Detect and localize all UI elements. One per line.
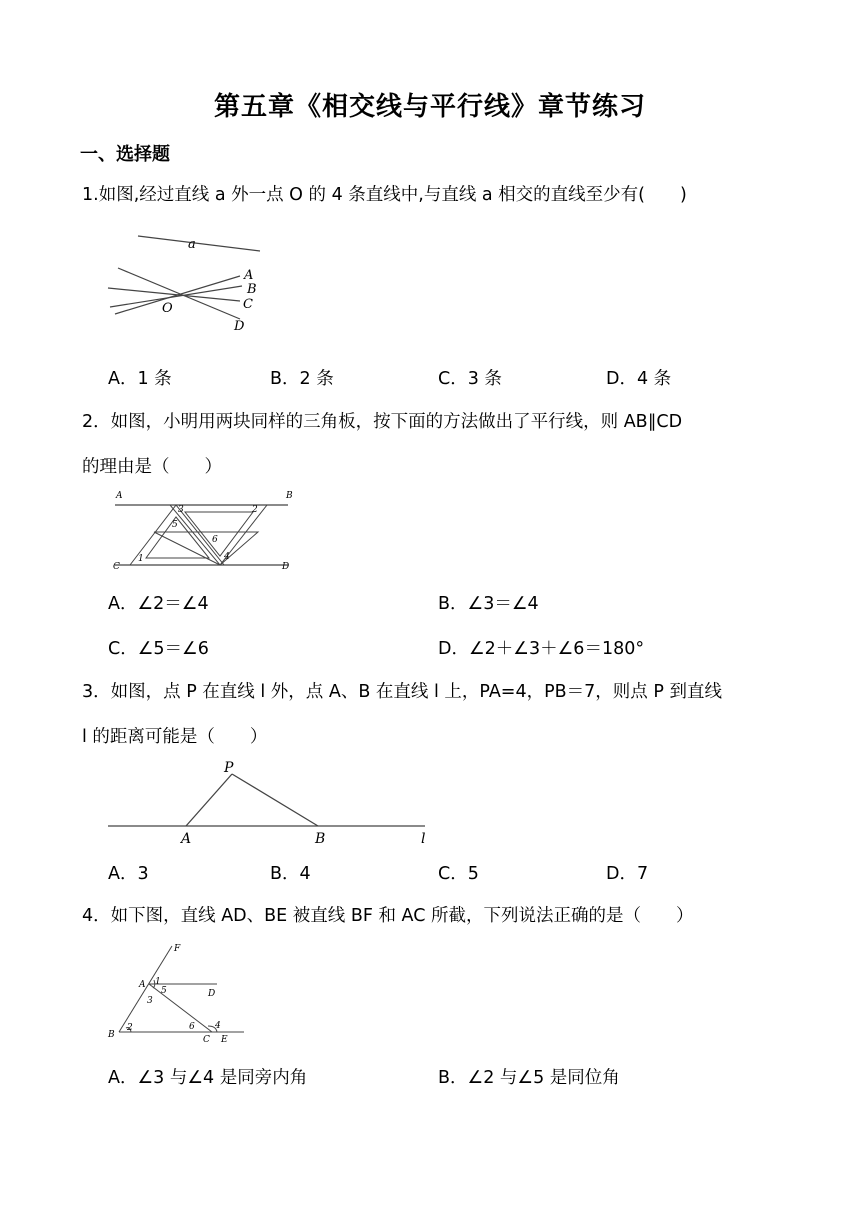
q3-option-a[interactable]: A．3 xyxy=(108,864,149,884)
q4-label-2: 2 xyxy=(127,1023,133,1033)
q2-label-a: A xyxy=(116,491,123,501)
q2-label-6: 6 xyxy=(212,535,218,545)
label-c-point: C xyxy=(243,297,253,312)
q2-label-5: 5 xyxy=(172,520,178,530)
q4-figure xyxy=(104,940,254,1046)
q4-label-4: 4 xyxy=(215,1021,221,1031)
section-heading: 一、选择题 xyxy=(80,144,170,165)
q1-figure xyxy=(100,226,280,338)
q4-label-6: 6 xyxy=(189,1022,195,1032)
q4-label-f: F xyxy=(174,944,181,954)
q1-option-a[interactable]: A．1 条 xyxy=(108,369,172,389)
q4-label-3: 3 xyxy=(147,996,153,1006)
question-4-text: 4．如下图，直线 AD、BE 被直线 BF 和 AC 所截，下列说法正确的是（ ） xyxy=(82,906,694,926)
q2-label-d: D xyxy=(282,562,290,572)
label-d-point: D xyxy=(234,319,245,334)
label-b-point: B xyxy=(247,282,257,297)
q3-figure xyxy=(105,758,435,848)
q4-label-5: 5 xyxy=(161,986,167,996)
q1-option-c[interactable]: C．3 条 xyxy=(438,369,502,389)
q2-option-a[interactable]: A．∠2＝∠4 xyxy=(108,594,209,614)
q4-label-c: C xyxy=(203,1035,210,1045)
q4-label-b: B xyxy=(108,1030,115,1040)
q4-label-d: D xyxy=(208,989,216,999)
q4-option-b[interactable]: B．∠2 与∠5 是同位角 xyxy=(438,1068,620,1088)
q3-label-l: l xyxy=(421,831,426,847)
label-o: O xyxy=(162,301,173,316)
q2-label-2: 2 xyxy=(252,505,258,515)
q2-option-b[interactable]: B．∠3＝∠4 xyxy=(438,594,539,614)
q4-option-a[interactable]: A．∠3 与∠4 是同旁内角 xyxy=(108,1068,308,1088)
q2-label-4: 4 xyxy=(224,552,230,562)
q4-label-1: 1 xyxy=(155,977,161,987)
label-a-point: A xyxy=(244,268,254,283)
q3-option-c[interactable]: C．5 xyxy=(438,864,479,884)
page-title: 第五章《相交线与平行线》章节练习 xyxy=(213,92,646,122)
question-2-text-line1: 2．如图，小明用两块同样的三角板，按下面的方法做出了平行线，则 AB∥CD xyxy=(82,412,683,432)
q2-label-c: C xyxy=(113,562,120,572)
q3-option-b[interactable]: B．4 xyxy=(270,864,311,884)
q4-label-e: E xyxy=(221,1035,228,1045)
q3-label-a: A xyxy=(181,831,192,847)
q4-label-a: A xyxy=(139,980,146,990)
q2-figure xyxy=(110,488,300,574)
q2-label-3: 3 xyxy=(178,505,184,515)
question-3-text-line2: l 的距离可能是（ ） xyxy=(82,727,268,747)
q1-option-d[interactable]: D．4 条 xyxy=(606,369,672,389)
q3-label-p: P xyxy=(224,760,234,776)
q3-option-d[interactable]: D．7 xyxy=(606,864,649,884)
question-1-text: 1.如图,经过直线 a 外一点 O 的 4 条直线中,与直线 a 相交的直线至少有( ) xyxy=(82,185,687,205)
q2-label-b: B xyxy=(286,491,293,501)
q3-label-b: B xyxy=(315,831,326,847)
q2-label-1: 1 xyxy=(138,554,144,564)
question-2-text-line2: 的理由是（ ） xyxy=(82,457,222,477)
question-3-text-line1: 3．如图，点 P 在直线 l 外，点 A、B 在直线 l 上，PA=4，PB＝7，则点 P 到直线 xyxy=(82,682,722,702)
label-a: a xyxy=(188,237,196,252)
q2-option-d[interactable]: D．∠2＋∠3＋∠6＝180° xyxy=(438,639,645,659)
q1-option-b[interactable]: B．2 条 xyxy=(270,369,334,389)
q2-option-c[interactable]: C．∠5＝∠6 xyxy=(108,639,209,659)
